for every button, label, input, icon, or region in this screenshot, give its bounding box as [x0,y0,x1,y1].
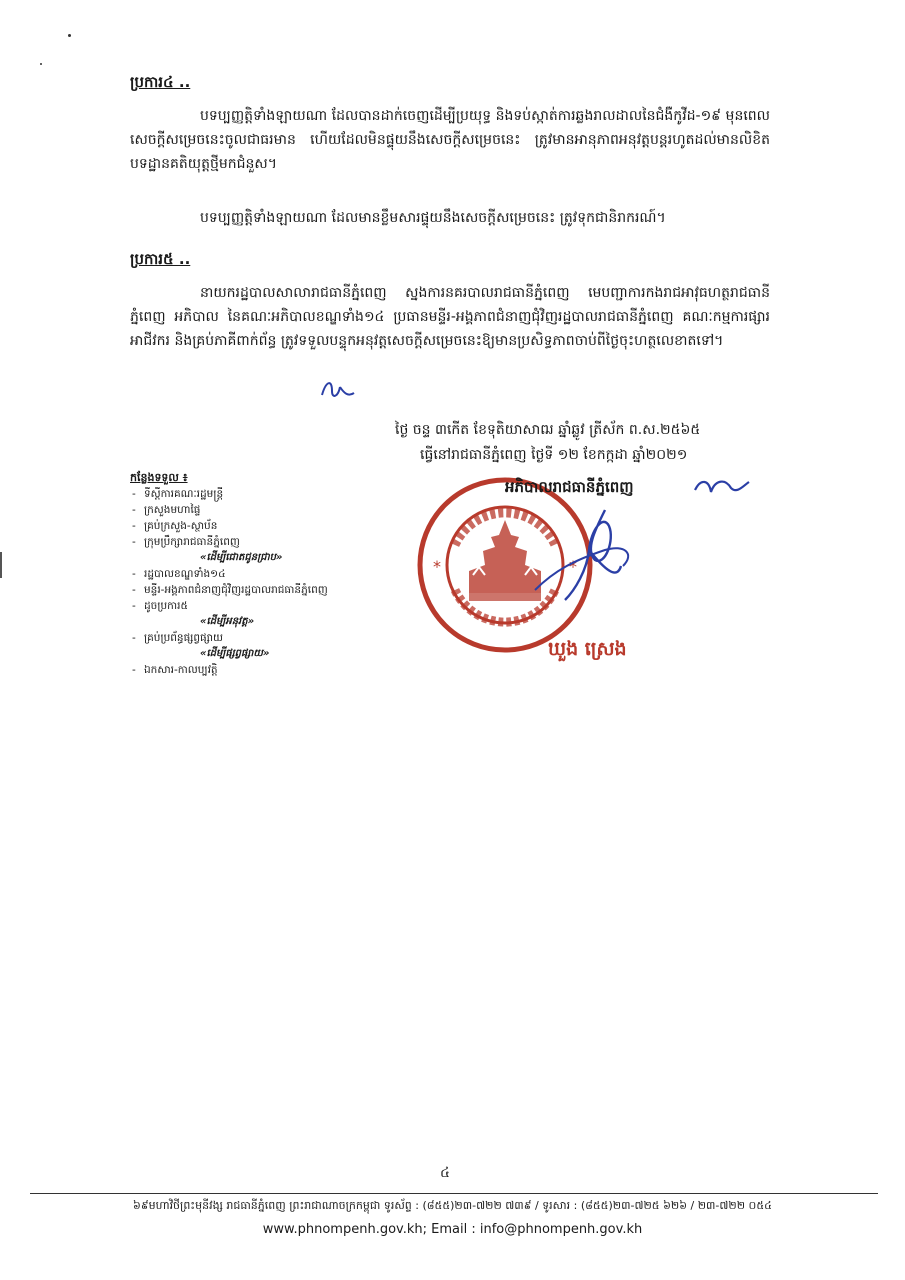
edge-mark [0,552,2,578]
date-solar: ធ្វើនៅរាជធានីភ្នំពេញ ថ្ងៃទី ១២ ខែកក្កដា ឆ្នាំ២០២១ [420,447,688,463]
svg-text:*: * [569,557,577,576]
recipient-purpose: «ដើម្បីផ្សព្វផ្សាយ» [200,648,270,659]
recipient-item: - ដូចប្រការ៥ [130,598,390,614]
recipient-purpose: «ដើម្បីអនុវត្ត» [200,616,255,627]
footer-divider [30,1193,878,1194]
scan-mark [40,63,42,65]
article-4-title: ប្រការ៤ .. [130,73,191,91]
date-lunar: ថ្ងៃ ចន្ទ ៣កើត ខែទុតិយាសាឍ ឆ្នាំឆ្លូវ ត្រីស័ក ព.ស.២៥៦៥ [395,422,701,438]
footer-address: ៦៩មហាវិថីព្រះមុនីវង្ស រាជធានីភ្នំពេញ ព្រះរាជាណាចក្រកម្ពុជា ទូរស័ព្ទ : (៨៥៥)២៣-៧២២ ៧៣៩ / ទូរសារ : (៨៥៥)២៣-៧២៥ ៦២៦ / ២៣-៧២២ ០៥៤ [133,1199,772,1212]
recipient-purpose: «ដើម្បីជោតជូនជ្រាប» [200,552,283,563]
signer-name: ឃួង ស្រេង [548,638,627,660]
recipient-item: - គ្រប់ក្រសួង-ស្ថាប័ន [130,518,390,534]
handwritten-signature [505,470,775,630]
article-5-paragraph-1: នាយករដ្ឋបាលសាលារាជធានីភ្នំពេញ ស្នងការនគរបាលរាជធានីភ្នំពេញ មេបញ្ជាការកងរាជអាវុធហត្ថរាជធានីភ្នំពេញ អភិបាល នៃគណៈអភិបាលខណ្ឌទាំង១៤ ប្រធានមន្ទីរ-អង្គភាពជំនាញជុំវិញរដ្ឋបាលរាជធានីភ្នំពេញ គណៈកម្មការផ្សារ អាជីវករ និងគ្រប់ភាគីពាក់ព័ន្ធ ត្រូវទទួលបន្ទុកអនុវត្តសេចក្តីសម្រេចនេះឱ្យមានប្រសិទ្ធភាពចាប់ពីថ្ងៃចុះហត្ថលេខាតទៅ។ [130,285,770,349]
signer-title: អភិបាលរាជធានីភ្នំពេញ [505,478,634,496]
initial-mark [318,375,358,403]
recipient-item: - មន្ទីរ-អង្គភាពជំនាញជុំវិញរដ្ឋបាលរាជធានីភ្នំពេញ [130,582,390,598]
recipient-item: - ទីស្តីការគណៈរដ្ឋមន្ត្រី [130,486,390,502]
article-4-paragraph-1: បទប្បញ្ញត្តិទាំងឡាយណា ដែលបានដាក់ចេញដើម្បីប្រយុទ្ធ និងទប់ស្កាត់ការឆ្លងរាលដាលនៃជំងឺកូវីដ-១៩ មុនពេលសេចក្តីសម្រេចនេះចូលជាធរមាន ហើយដែលមិនផ្ទុយនឹងសេចក្តីសម្រេចនេះ ត្រូវមានអានុភាពអនុវត្តបន្តរហូតដល់មានលិខិតបទដ្ឋានគតិយុត្តថ្មីមកជំនួស។ [130,108,770,172]
svg-text:*: * [433,557,441,576]
scan-mark [68,34,71,37]
article-5-title: ប្រការ៥ .. [130,250,191,268]
recipients-title: កន្លែងទទួល ៖ [130,471,188,484]
recipients-list [130,470,390,678]
footer-website: www.phnompenh.gov.kh; Email : info@phnompenh.gov.kh [262,1222,643,1237]
article-4-paragraph-2: បទប្បញ្ញត្តិទាំងឡាយណា ដែលមានខ្លឹមសារផ្ទុយនឹងសេចក្តីសម្រេចនេះ ត្រូវទុកជានិរាករណ៍។ [200,210,666,226]
page-number: ៤ [440,1165,450,1181]
recipient-item: - ឯកសារ-កាលប្បវត្តិ [130,662,390,678]
recipient-item: - ក្រុមប្រឹក្សារាជធានីភ្នំពេញ [130,534,390,550]
recipient-item: - ក្រសួងមហាផ្ទៃ [130,502,390,518]
recipient-item: - រដ្ឋបាលខណ្ឌទាំង១៤ [130,566,390,582]
recipient-item: - គ្រប់ប្រព័ន្ធផ្សព្វផ្សាយ [130,630,390,646]
